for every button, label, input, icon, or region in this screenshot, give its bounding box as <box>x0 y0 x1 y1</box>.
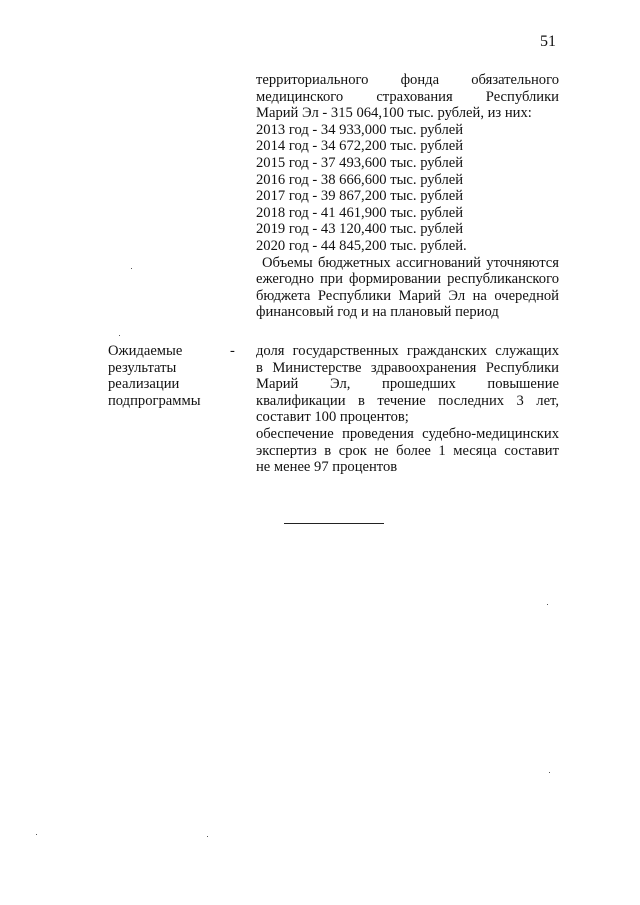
label-line: Ожидаемые <box>108 343 183 359</box>
funding-intro-line: Марий Эл - 315 064,100 тыс. рублей, из них: <box>256 105 532 122</box>
funding-year-line: 2020 год - 44 845,200 тыс. рублей. <box>256 237 467 254</box>
expected-results-label <box>108 343 228 409</box>
label-line: реализации <box>108 376 180 393</box>
funding-note-line: бюджета Республики Марий Эл на очередной <box>256 287 559 304</box>
result-line: не менее 97 процентов <box>256 459 398 476</box>
label-line: результаты <box>108 359 177 376</box>
funding-note-line: финансовый год и на плановый период <box>256 304 499 321</box>
scan-speck <box>549 772 550 773</box>
funding-year-line: 2017 год - 39 867,200 тыс. рублей <box>256 188 464 205</box>
scan-speck <box>119 335 120 336</box>
expected-results-text <box>256 343 559 476</box>
label-line: подпрограммы <box>108 392 201 409</box>
funding-year-line: 2014 год - 34 672,200 тыс. рублей <box>256 138 464 155</box>
result-line: составит 100 процентов; <box>256 409 409 426</box>
funding-intro-line: территориального фонда обязательного <box>256 72 559 88</box>
funding-section <box>256 72 559 321</box>
result-line: квалификации в течение последних 3 лет, <box>256 392 559 409</box>
funding-year-line: 2013 год - 34 933,000 тыс. рублей <box>256 121 464 138</box>
scan-speck <box>36 834 37 835</box>
result-line: Марий Эл, прошедших повышение <box>256 376 559 393</box>
funding-note-line: Объемы бюджетных ассигнований уточняются <box>262 254 559 271</box>
scan-speck <box>207 836 208 837</box>
funding-year-line: 2016 год - 38 666,600 тыс. рублей <box>256 171 464 188</box>
page-number: 51 <box>540 33 556 50</box>
funding-year-line: 2018 год - 41 461,900 тыс. рублей <box>256 204 464 221</box>
row-dash: - <box>230 343 235 359</box>
result-line: в Министерстве здравоохранения Республики <box>256 359 559 376</box>
scan-speck <box>547 604 548 605</box>
funding-year-line: 2015 год - 37 493,600 тыс. рублей <box>256 154 464 171</box>
funding-intro-line: медицинского страхования Республики <box>256 88 559 105</box>
scan-speck <box>131 268 132 269</box>
result-line: доля государственных гражданских служащих <box>256 343 559 359</box>
funding-note-line: ежегодно при формировании республиканского <box>256 271 559 288</box>
result-line: обеспечение проведения судебно-медицинских <box>256 425 559 442</box>
result-line: экспертиз в срок не более 1 месяца составит <box>256 442 559 459</box>
funding-year-line: 2019 год - 43 120,400 тыс. рублей <box>256 221 464 238</box>
closing-rule <box>284 523 384 524</box>
